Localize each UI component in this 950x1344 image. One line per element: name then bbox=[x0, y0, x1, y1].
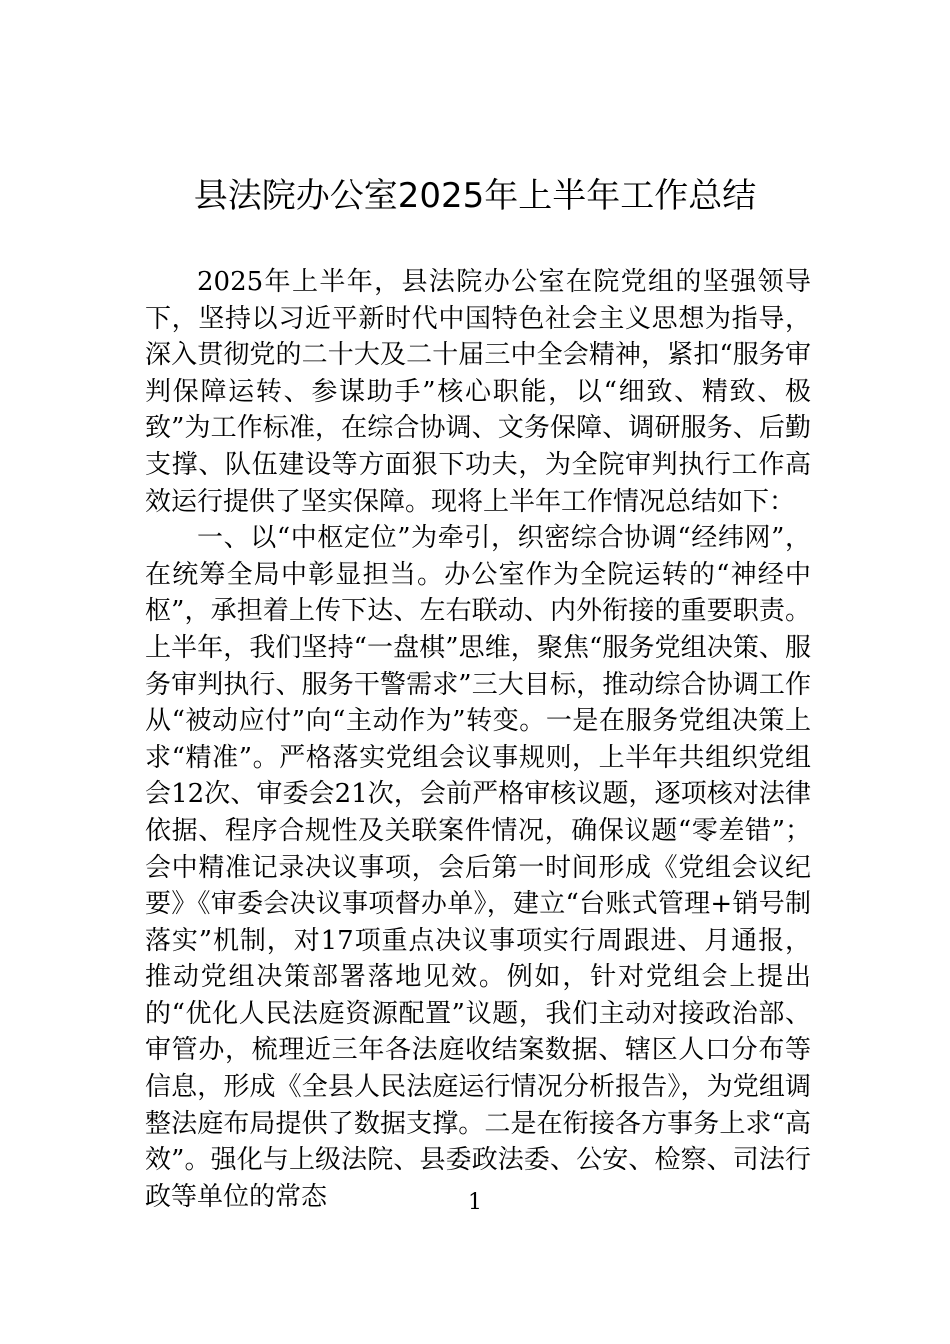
page-number: 1 bbox=[468, 1190, 482, 1215]
document-title: 县法院办公室2025年上半年工作总结 bbox=[193, 176, 757, 216]
intro-paragraph: 2025年上半年，县法院办公室在院党组的坚强领导下，坚持以习近平新时代中国特色社会主义思想为指导，深入贯彻党的二十大及二十届三中全会精神，紧扣“服务审判保障运转、参谋助手”核心职能，以“细致、精致、极致”为工作标准，在综合协调、文务保障、调研服务、后勤支撑、队伍建设等方面狠下功夫，为全院审判执行工作高效运行提供了坚实保障。现将上半年工作情况总结如下： bbox=[145, 267, 811, 517]
document-body bbox=[145, 264, 811, 1215]
section-one-paragraph: 一、以“中枢定位”为牵引，织密综合协调“经纬网”，在统筹全局中彰显担当。办公室作为全院运转的“神经中枢”，承担着上传下达、左右联动、内外衔接的重要职责。上半年，我们坚持“一盘棋”思维，聚焦“服务党组决策、服务审判执行、服务干警需求”三大目标，推动综合协调工作从“被动应付”向“主动作为”转变。一是在服务党组决策上求“精准”。严格落实党组会议事规则，上半年共组织党组会12次、审委会21次，会前严格审核议题，逐项核对法律依据、程序合规性及关联案件情况，确保议题“零差错”；会中精准记录决议事项，会后第一时间形成《党组会议纪要》《审委会决议事项督办单》，建立“台账式管理+销号制落实”机制，对17项重点决议事项实行周跟进、月通报，推动党组决策部署落地见效。例如，针对党组会上提出的“优化人民法庭资源配置”议题，我们主动对接政治部、审管办，梳理近三年各法庭收结案数据、辖区人口分布等信息，形成《全县人民法庭运行情况分析报告》，为党组调整法庭布局提供了数据支撑。二是在衔接各方事务上求“高效”。强化与上级法院、县委政法委、公安、检察、司法行政等单位的常态 bbox=[145, 523, 811, 1212]
